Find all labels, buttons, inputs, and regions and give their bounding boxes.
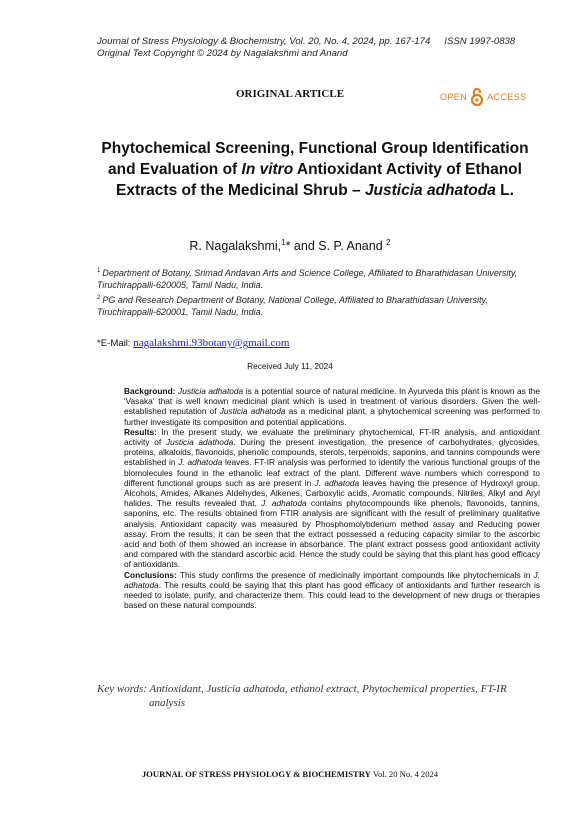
received-date: Received July 11, 2024 xyxy=(247,361,333,371)
abstract-text: . During the present investigation, the presence of carbohydrates, glycosides, proteins, alkaloids, flavonoids, phenolic compounds, sterols, terpenoids, saponins, and tannins compounds were established in xyxy=(124,437,540,468)
open-lock-icon xyxy=(470,87,484,107)
title-italic: In vitro xyxy=(241,161,294,178)
abstract-results xyxy=(124,427,540,570)
italic-term: Justicia adathoda xyxy=(165,437,234,448)
abstract-text: leaves having the presence of Hydroxyl group, Alcohols, Amides, Alkanes Aldehydes, Alkenes, Carboxylic acids, Aromatic compounds, Nitriles, Alkyl and Aryl halides. The results revealed that, xyxy=(124,477,541,509)
section-label: Conclusions: xyxy=(124,569,177,580)
article-title xyxy=(100,138,530,201)
author-name: R. Nagalakshmi, xyxy=(189,239,282,253)
section-label: Results: xyxy=(124,426,157,437)
italic-term: J. adhatoda xyxy=(314,477,360,488)
affiliation-2 xyxy=(97,293,527,318)
issn: ISSN 1997-0838 xyxy=(444,36,516,47)
keywords-line-1: Key words: Antioxidant, Justicia adhatoda, ethanol extract, Phytochemical properties, FT-IR xyxy=(97,683,507,695)
abstract-background xyxy=(124,386,540,427)
abstract-text: as a medicinal plant, a phytochemical screening was performed to further investigate its composition and potential applications. xyxy=(124,406,540,427)
affiliation-num: 2 xyxy=(97,295,101,301)
footer-journal: JOURNAL OF STRESS PHYSIOLOGY & BIOCHEMISTRY xyxy=(141,769,371,779)
italic-term: J. adhatoda xyxy=(261,498,307,509)
email-label: *E-Mail: xyxy=(97,338,134,349)
italic-term: J. adhatoda xyxy=(124,569,540,590)
keywords xyxy=(97,682,527,710)
affiliation-1 xyxy=(97,266,527,291)
corresponding-star: * xyxy=(285,239,291,253)
affiliation-text: PG and Research Department of Botany, National College, Affiliated to Bharathidasan University, Tiruchirappalli-620001, Tamil Nadu, India. xyxy=(97,295,488,317)
article-type: ORIGINAL ARTICLE xyxy=(235,88,345,100)
email-line xyxy=(97,337,289,349)
section-label: Background: xyxy=(124,386,176,396)
italic-term: Justicia adhatoda xyxy=(219,406,286,417)
email-link[interactable]: nagalakshmi.93botany@gmail.com xyxy=(133,337,290,349)
abstract-text: is a potential source of natural medicine. In Ayurveda this plant is known as the 'Vasaka' that is well known medicinal plant which is used in treatment of various disorders. Given the well-established reputation of xyxy=(124,386,540,417)
title-part: Phytochemical Screening, Functional Group Identification and Evaluation of xyxy=(101,140,529,178)
title-italic: Justicia adhatoda xyxy=(364,182,496,199)
abstract-text: . The results could be saying that this plant has good efficacy of antioxidants and further research is needed to isolate, purify, and characterize them. This could lead to the development of new drugs or therapies based on these natural compounds. xyxy=(124,579,540,611)
abstract xyxy=(124,386,540,610)
abstract-conclusions xyxy=(124,570,540,611)
title-part: L. xyxy=(495,182,514,199)
open-access-right: ACCESS xyxy=(487,92,527,102)
italic-term: Justicia adhatoda xyxy=(178,386,244,396)
footer-volume: Vol. 20 No. 4 2024 xyxy=(370,769,439,779)
copyright-line: Original Text Copyright © 2024 by Nagalakshmi and Anand xyxy=(97,48,348,59)
title-part: Antioxidant Activity of Ethanol Extracts of the Medicinal Shrub – xyxy=(116,161,522,199)
journal-header xyxy=(97,36,515,60)
abstract-text: In the present study, we evaluate the preliminary phytochemical, FT-IR analysis, and antioxidant activity of xyxy=(124,426,540,448)
abstract-text: This study confirms the presence of medicinally important compounds like phytochemicals in xyxy=(176,569,534,580)
affiliation-num: 1 xyxy=(97,268,101,274)
abstract-text: contains phytocompounds like phenols, flavonoids, tannins, saponins, etc. The results obtained from FTIR analysis are significant with the result of preliminary qualitative analysis. Antioxidant capacity was measured by Phosphomolybdenum method assay and Reducing power assay. From the results, it can be seen that the extract possessed a reducing capacity similar to the ascorbic acid and both of them showed an increase in absorbance. The plant extract possess good antioxidant activity and compared with the standard ascorbic acid. Hence the study could be saying that this plant has good efficacy of antioxidants. xyxy=(124,498,541,570)
authors xyxy=(0,238,580,253)
abstract-text: leaves. FT-IR analysis was performed to identify the various functional groups of the biomolecules found in the ethanolic leaf extract of the plant. Different wave numbers which correspond to different functional groups such as are present in xyxy=(124,457,541,488)
open-access-left: OPEN xyxy=(440,92,468,102)
affiliation-text: Department of Botany, Srimad Andavan Arts and Science College, Affiliated to Bharathidasan University, Tiruchirappalli-620005, Tamil Nadu, India. xyxy=(97,268,518,290)
italic-term: J. adhatoda xyxy=(178,457,223,468)
page-footer xyxy=(0,769,580,779)
keywords-line-2: analysis xyxy=(149,697,186,709)
author-sup: 1 xyxy=(281,238,286,247)
open-access-badge xyxy=(440,87,527,107)
journal-citation-line xyxy=(97,36,515,48)
journal-citation: Journal of Stress Physiology & Biochemistry, Vol. 20, No. 4, 2024, pp. 167-174 xyxy=(97,36,431,47)
author-name: and S. P. Anand xyxy=(290,239,387,253)
author-sup: 2 xyxy=(386,238,391,247)
